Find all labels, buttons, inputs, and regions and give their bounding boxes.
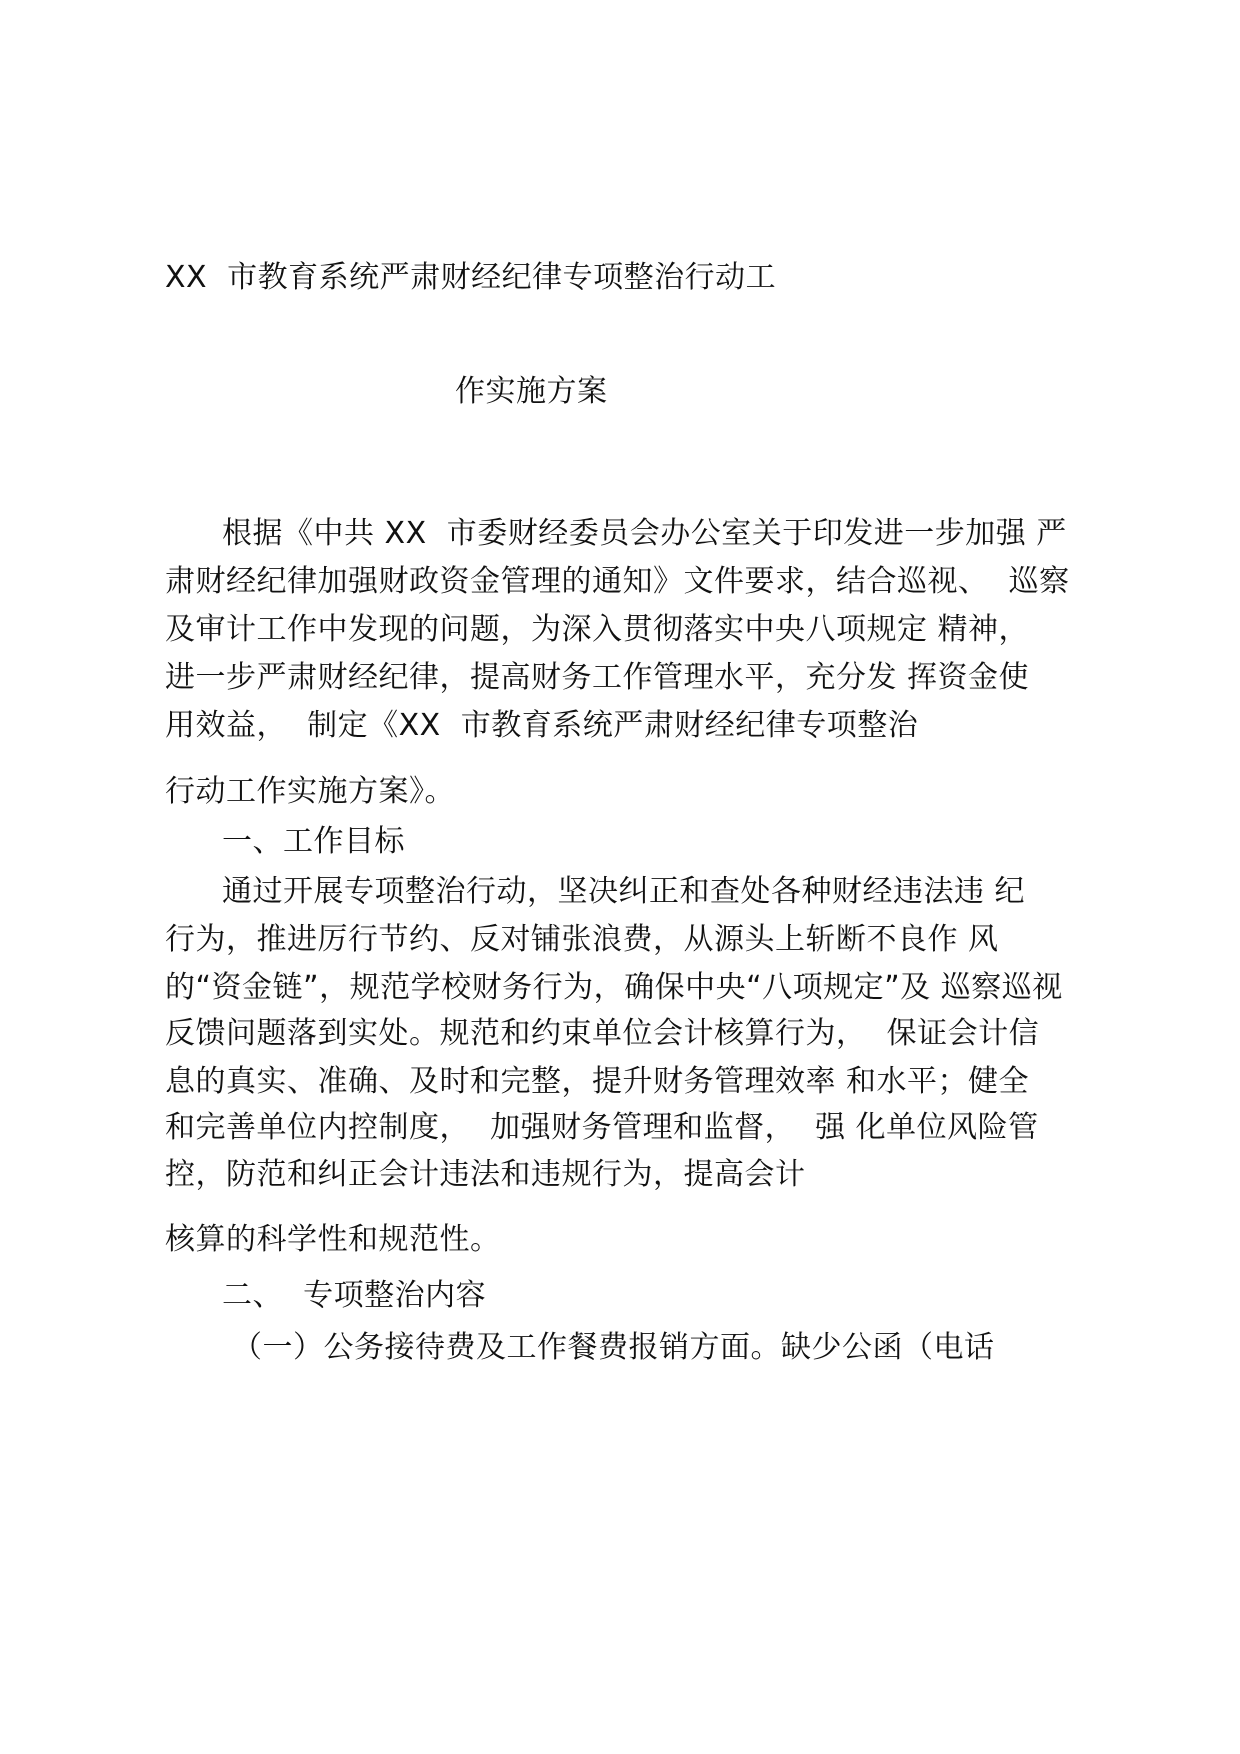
paragraph-1-line-2: 肃财经纪律加强财政资金管理的通知》文件要求，结合巡视、 巡察 — [165, 564, 1070, 599]
paragraph-2-line-5: 息的真实、准确、及时和完整，提升财务管理效率 和水平；健全 — [165, 1064, 1030, 1099]
paragraph-1-line-6: 行动工作实施方案》。 — [165, 774, 455, 809]
paragraph-1-line-1: 根据《中共 XX 市委财经委员会办公室关于印发进一步加强 严 — [222, 516, 1067, 551]
paragraph-1-line-3: 及审计工作中发现的问题，为深入贯彻落实中央八项规定 精神， — [165, 612, 1030, 647]
document-title-line-1: XX 市教育系统严肃财经纪律专项整治行动工 — [165, 260, 777, 295]
paragraph-2-line-8: 核算的科学性和规范性。 — [165, 1222, 501, 1257]
document-title-line-2: 作实施方案 — [455, 374, 608, 409]
section-heading-1: 一、工作目标 — [222, 824, 405, 859]
paragraph-2-line-6: 和完善单位内控制度， 加强财务管理和监督， 强 化单位风险管 — [165, 1110, 1039, 1145]
paragraph-1-line-5: 用效益， 制定《XX 市教育系统严肃财经纪律专项整治 — [165, 708, 919, 743]
paragraph-3-line-1: （一）公务接待费及工作餐费报销方面。缺少公函（电话 — [232, 1330, 995, 1365]
section-heading-2: 二、 专项整治内容 — [222, 1278, 487, 1313]
paragraph-2-line-1: 通过开展专项整治行动，坚决纠正和查处各种财经违法违 纪 — [222, 874, 1026, 909]
paragraph-2-line-2: 行为，推进厉行节约、反对铺张浪费，从源头上斩断不良作 风 — [165, 922, 999, 957]
paragraph-1-line-4: 进一步严肃财经纪律，提高财务工作管理水平，充分发 挥资金使 — [165, 660, 1030, 695]
paragraph-2-line-4: 反馈问题落到实处。规范和约束单位会计核算行为， 保证会计信 — [165, 1016, 1040, 1051]
paragraph-2-line-7: 控，防范和纠正会计违法和违规行为，提高会计 — [165, 1157, 806, 1192]
paragraph-2-line-3: 的“资金链”，规范学校财务行为，确保中央“八项规定”及 巡察巡视 — [165, 970, 1063, 1005]
